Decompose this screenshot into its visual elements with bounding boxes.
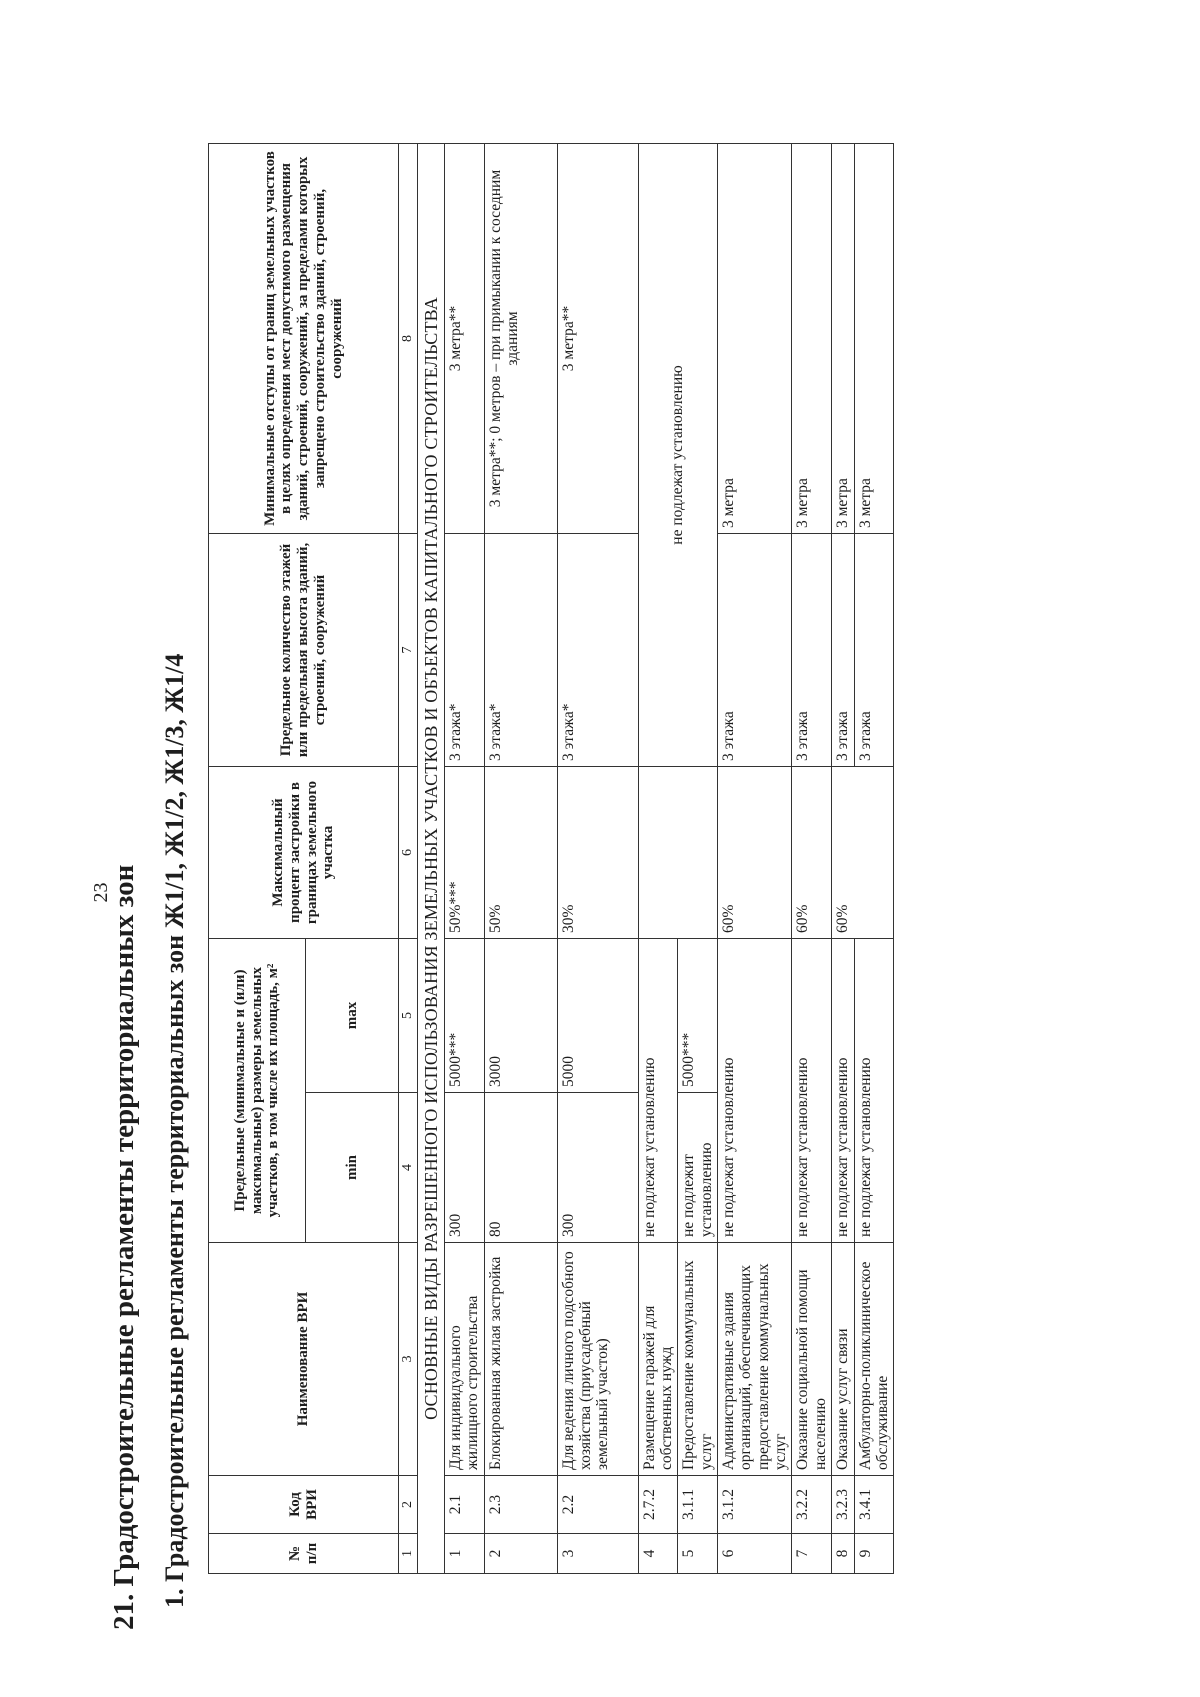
row-code: 3.2.3	[832, 1476, 854, 1534]
row-pct: 30%	[557, 767, 638, 939]
row-setback: 3 метра	[854, 144, 894, 534]
section-heading: ОСНОВНЫЕ ВИДЫ РАЗРЕШЕННОГО ИСПОЛЬЗОВАНИЯ ЗЕМЕЛЬНЫХ УЧАСТКОВ И ОБЪЕКТОВ КАПИТАЛЬНОГО СТРОИТЕЛЬСТВА	[417, 144, 444, 1574]
row-code: 2.2	[557, 1476, 638, 1534]
row-num: 8	[832, 1534, 854, 1574]
row-setback: 3 метра**	[444, 144, 484, 534]
row-setback: 3 метра**; 0 метров – при примыкании к соседним зданиям	[484, 144, 557, 534]
col-number: 8	[399, 144, 418, 534]
row-max: 5000***	[678, 939, 718, 1093]
row-code: 3.1.2	[717, 1476, 791, 1534]
header-pct: Максимальный процент застройки в границах земельного участка	[209, 767, 399, 939]
row-rest-merged: не подлежат установлению	[638, 144, 717, 767]
row-min: 300	[444, 1093, 484, 1243]
row-name: Для ведения личного подсобного хозяйства (приусадебный земельный участок)	[557, 1243, 638, 1476]
col-number: 2	[399, 1476, 418, 1534]
row-name: Размещение гаражей для собственных нужд	[638, 1243, 678, 1476]
row-name: Для индивидуального жилищного строительства	[444, 1243, 484, 1476]
row-num: 1	[444, 1534, 484, 1574]
row-num: 3	[557, 1534, 638, 1574]
row-setback: 3 метра	[717, 144, 791, 534]
table-row	[484, 144, 557, 1574]
table-row	[717, 144, 791, 1574]
col-number: 6	[399, 767, 418, 939]
col-number: 5	[399, 939, 418, 1093]
row-minmax: не подлежат установлению	[854, 939, 894, 1243]
row-num: 6	[717, 1534, 791, 1574]
row-floors: 3 этажа*	[557, 534, 638, 767]
row-floors: 3 этажа*	[484, 534, 557, 767]
table-header-row	[209, 144, 306, 1574]
row-code: 3.1.1	[678, 1476, 718, 1534]
row-min: не подлежит установлению	[678, 1093, 718, 1243]
row-minmax: не подлежат установлению	[832, 939, 854, 1243]
row-minmax: не подлежат установлению	[792, 939, 832, 1243]
rotated-page	[90, 115, 1070, 1670]
row-name: Административные здания организаций, обеспечивающих предоставление коммунальных услуг	[717, 1243, 791, 1476]
row-pct: 50%***	[444, 767, 484, 939]
row-code: 3.4.1	[854, 1476, 894, 1534]
row-min: 300	[557, 1093, 638, 1243]
row-floors: 3 этажа	[717, 534, 791, 767]
row-floors: 3 этажа	[792, 534, 832, 767]
col-number: 4	[399, 1093, 418, 1243]
header-name: Наименование ВРИ	[209, 1243, 399, 1476]
row-num: 5	[678, 1534, 718, 1574]
column-number-row	[399, 144, 418, 1574]
regulations-table	[208, 143, 894, 1574]
row-setback: 3 метра**	[557, 144, 638, 534]
header-min: min	[306, 1093, 399, 1243]
row-pct: 60%	[832, 767, 894, 939]
row-max: 5000	[557, 939, 638, 1093]
header-num: № п/п	[209, 1534, 399, 1574]
row-max: 3000	[484, 939, 557, 1093]
row-code: 3.2.2	[792, 1476, 832, 1534]
row-floors: 3 этажа	[832, 534, 854, 767]
col-number: 1	[399, 1534, 418, 1574]
table-row	[792, 144, 832, 1574]
row-pct-empty	[638, 767, 717, 939]
table-row	[444, 144, 484, 1574]
row-code: 2.3	[484, 1476, 557, 1534]
row-code: 2.7.2	[638, 1476, 678, 1534]
row-pct: 60%	[792, 767, 832, 939]
row-minmax: не подлежат установлению	[717, 939, 791, 1243]
row-minmax: не подлежат установлению	[638, 939, 678, 1243]
row-min: 80	[484, 1093, 557, 1243]
row-max: 5000***	[444, 939, 484, 1093]
subsection-title: 1. Градостроительные регламенты территориальных зон Ж1/1, Ж1/2, Ж1/3, Ж1/4	[160, 653, 189, 1608]
header-max: max	[306, 939, 399, 1093]
row-pct: 60%	[717, 767, 791, 939]
col-number: 3	[399, 1243, 418, 1476]
row-num: 9	[854, 1534, 894, 1574]
header-code: Код ВРИ	[209, 1476, 399, 1534]
row-setback: 3 метра	[832, 144, 854, 534]
row-name: Предоставление коммунальных услуг	[678, 1243, 718, 1476]
row-num: 7	[792, 1534, 832, 1574]
row-setback: 3 метра	[792, 144, 832, 534]
section-row	[417, 144, 444, 1574]
header-area: Предельные (минимальные и (или) максимальные) размеры земельных участков, в том числе их площадь, м²	[209, 939, 306, 1243]
section-title: 21. Градостроительные регламенты территориальных зон	[108, 864, 140, 1630]
table-row	[557, 144, 638, 1574]
row-num: 2	[484, 1534, 557, 1574]
row-name: Оказание услуг связи	[832, 1243, 854, 1476]
row-name: Оказание социальной помощи населению	[792, 1243, 832, 1476]
row-floors: 3 этажа	[854, 534, 894, 767]
row-num: 4	[638, 1534, 678, 1574]
row-name: Блокированная жилая застройка	[484, 1243, 557, 1476]
header-floors: Предельное количество этажей или предельная высота зданий, строений, сооружений	[209, 534, 399, 767]
row-name: Амбулаторно-поликлиническое обслуживание	[854, 1243, 894, 1476]
col-number: 7	[399, 534, 418, 767]
row-code: 2.1	[444, 1476, 484, 1534]
table-row	[638, 144, 678, 1574]
header-setback: Минимальные отступы от границ земельных участков в целях определения мест допустимого размещения зданий, строений, сооружений, за пределами которых запрещено строительство зданий, строений, сооружений	[209, 144, 399, 534]
row-pct: 50%	[484, 767, 557, 939]
row-floors: 3 этажа*	[444, 534, 484, 767]
page-number: 23	[90, 882, 112, 903]
table-row	[832, 144, 854, 1574]
